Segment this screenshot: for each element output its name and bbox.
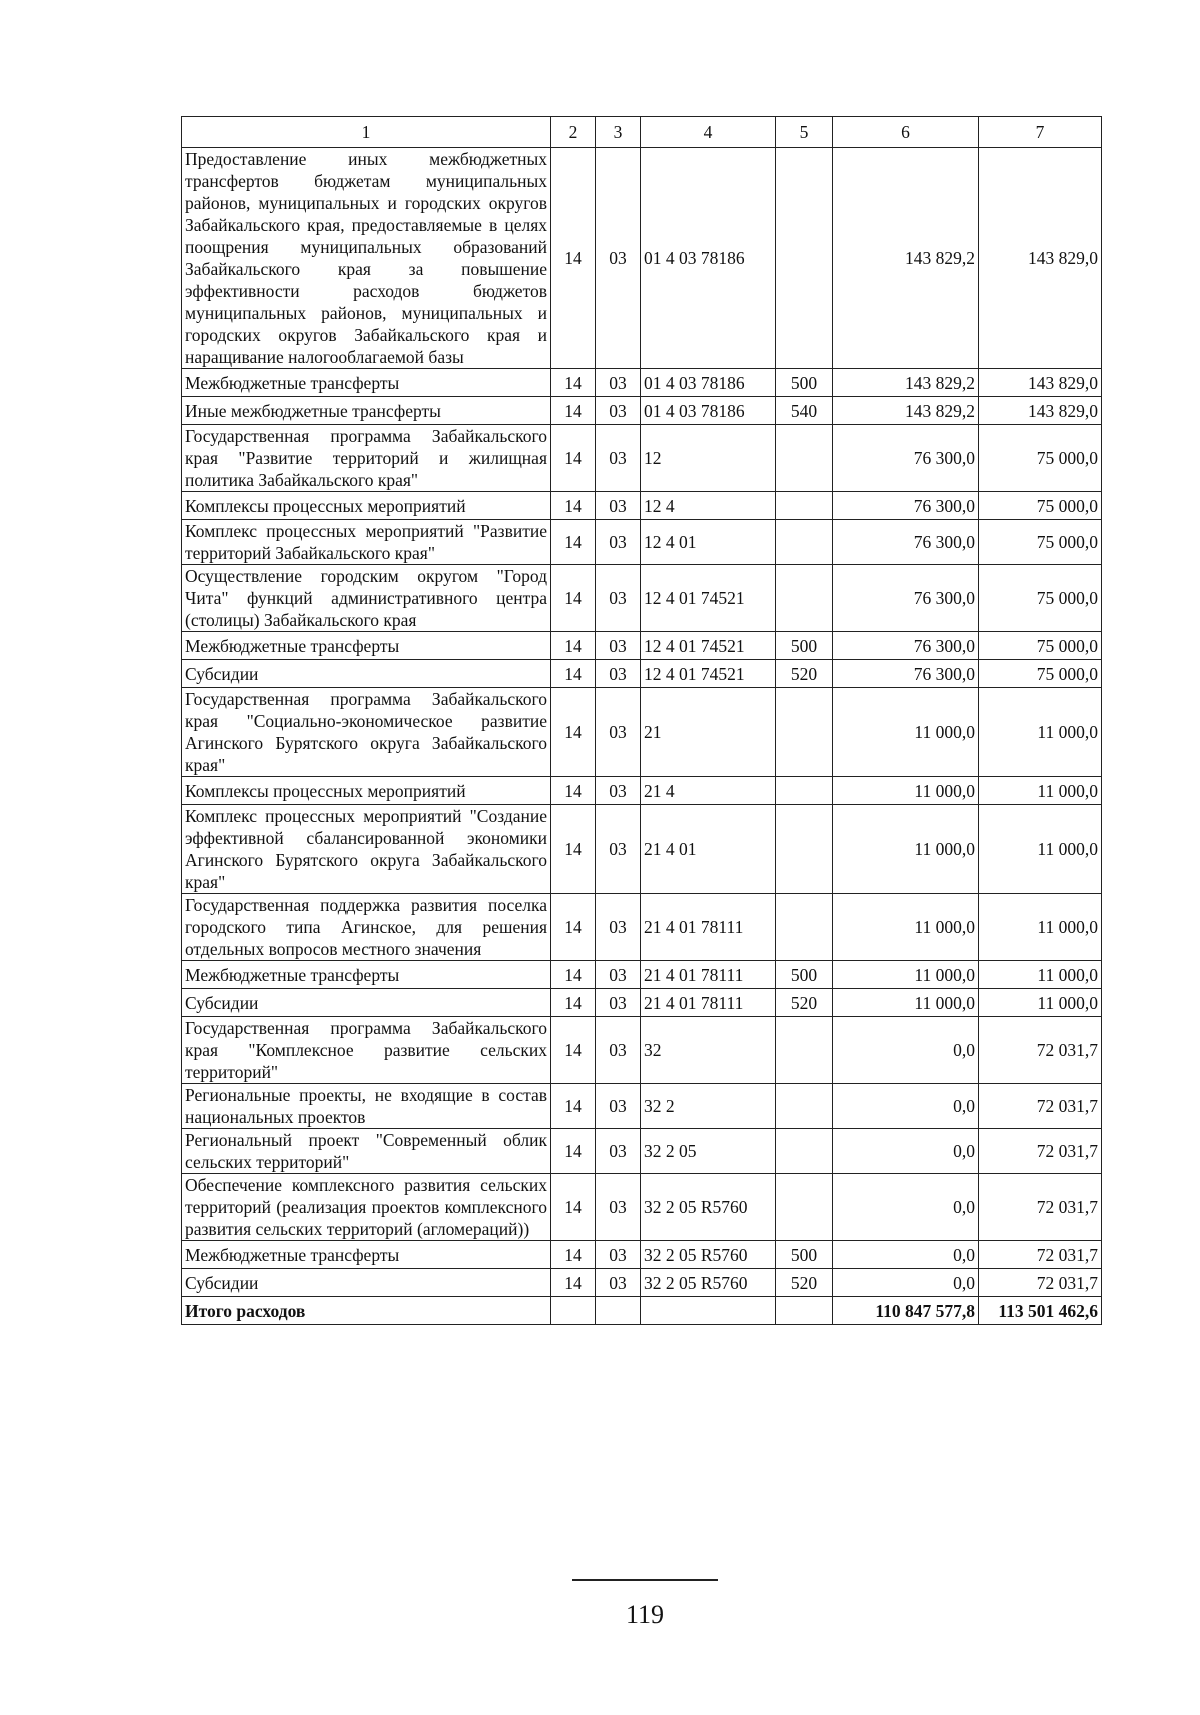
amount-year1-cell: 0,0 — [833, 1129, 979, 1174]
expense-type-cell — [776, 565, 833, 632]
table-row — [182, 1084, 1102, 1129]
section-cell: 14 — [551, 492, 596, 520]
section-cell: 14 — [551, 369, 596, 397]
table-row — [182, 632, 1102, 660]
row-name-cell: Субсидии — [182, 660, 551, 688]
subsection-cell: 03 — [596, 520, 641, 565]
amount-year2-cell: 75 000,0 — [979, 565, 1102, 632]
total-empty-cell — [776, 1297, 833, 1325]
expense-type-cell — [776, 688, 833, 777]
amount-year2-cell: 143 829,0 — [979, 369, 1102, 397]
row-name-cell: Иные межбюджетные трансферты — [182, 397, 551, 425]
expense-type-cell: 500 — [776, 1241, 833, 1269]
row-name-cell: Государственная поддержка развития поселка городского типа Агинское, для решения отдельных вопросов местного значения — [182, 894, 551, 961]
table-row — [182, 1017, 1102, 1084]
amount-year1-cell: 143 829,2 — [833, 148, 979, 369]
table-row — [182, 660, 1102, 688]
row-name-cell: Государственная программа Забайкальского края "Комплексное развитие сельских территорий" — [182, 1017, 551, 1084]
expense-type-cell — [776, 520, 833, 565]
target-article-cell: 21 — [641, 688, 776, 777]
subsection-cell: 03 — [596, 989, 641, 1017]
expense-type-cell: 520 — [776, 1269, 833, 1297]
amount-year1-cell: 11 000,0 — [833, 688, 979, 777]
target-article-cell: 32 2 05 R5760 — [641, 1241, 776, 1269]
amount-year1-cell: 0,0 — [833, 1174, 979, 1241]
page-number: 119 — [625, 1600, 665, 1629]
section-cell: 14 — [551, 397, 596, 425]
amount-year1-cell: 11 000,0 — [833, 961, 979, 989]
row-name-cell: Субсидии — [182, 1269, 551, 1297]
amount-year2-cell: 11 000,0 — [979, 894, 1102, 961]
section-cell: 14 — [551, 1269, 596, 1297]
row-name-cell: Комплекс процессных мероприятий "Создание эффективной сбалансированной экономики Агинского Бурятского округа Забайкальского края" — [182, 805, 551, 894]
expense-type-cell — [776, 805, 833, 894]
total-empty-cell — [551, 1297, 596, 1325]
amount-year1-cell: 0,0 — [833, 1241, 979, 1269]
amount-year2-cell: 75 000,0 — [979, 425, 1102, 492]
amount-year2-cell: 11 000,0 — [979, 989, 1102, 1017]
amount-year2-cell: 72 031,7 — [979, 1174, 1102, 1241]
subsection-cell: 03 — [596, 688, 641, 777]
target-article-cell: 12 4 01 74521 — [641, 632, 776, 660]
expense-type-cell: 500 — [776, 632, 833, 660]
expense-type-cell: 520 — [776, 989, 833, 1017]
target-article-cell: 12 — [641, 425, 776, 492]
subsection-cell: 03 — [596, 1017, 641, 1084]
header-col-6: 6 — [833, 117, 979, 148]
amount-year2-cell: 143 829,0 — [979, 148, 1102, 369]
header-col-2: 2 — [551, 117, 596, 148]
amount-year2-cell: 72 031,7 — [979, 1084, 1102, 1129]
expense-type-cell: 500 — [776, 369, 833, 397]
amount-year2-cell: 11 000,0 — [979, 777, 1102, 805]
section-cell: 14 — [551, 688, 596, 777]
section-cell: 14 — [551, 1129, 596, 1174]
subsection-cell: 03 — [596, 632, 641, 660]
target-article-cell: 32 2 05 R5760 — [641, 1174, 776, 1241]
section-cell: 14 — [551, 805, 596, 894]
total-empty-cell — [641, 1297, 776, 1325]
section-cell: 14 — [551, 660, 596, 688]
table-row — [182, 961, 1102, 989]
header-col-3: 3 — [596, 117, 641, 148]
total-year1-cell: 110 847 577,8 — [833, 1297, 979, 1325]
expense-type-cell — [776, 1174, 833, 1241]
target-article-cell: 12 4 01 74521 — [641, 565, 776, 632]
table-row — [182, 565, 1102, 632]
section-cell: 14 — [551, 989, 596, 1017]
table-row — [182, 1174, 1102, 1241]
target-article-cell: 12 4 01 — [641, 520, 776, 565]
row-name-cell: Региональные проекты, не входящие в состав национальных проектов — [182, 1084, 551, 1129]
expense-type-cell: 520 — [776, 660, 833, 688]
table-row — [182, 520, 1102, 565]
table-row — [182, 397, 1102, 425]
budget-table — [181, 116, 1102, 1325]
row-name-cell: Обеспечение комплексного развития сельских территорий (реализация проектов комплексного развития сельских территорий (агломераций)) — [182, 1174, 551, 1241]
expense-type-cell — [776, 425, 833, 492]
total-label-cell: Итого расходов — [182, 1297, 551, 1325]
target-article-cell: 01 4 03 78186 — [641, 369, 776, 397]
amount-year1-cell: 76 300,0 — [833, 565, 979, 632]
total-year2-cell: 113 501 462,6 — [979, 1297, 1102, 1325]
section-cell: 14 — [551, 894, 596, 961]
header-col-7: 7 — [979, 117, 1102, 148]
amount-year1-cell: 0,0 — [833, 1084, 979, 1129]
amount-year2-cell: 72 031,7 — [979, 1269, 1102, 1297]
amount-year1-cell: 143 829,2 — [833, 397, 979, 425]
expense-type-cell: 500 — [776, 961, 833, 989]
subsection-cell: 03 — [596, 1129, 641, 1174]
subsection-cell: 03 — [596, 425, 641, 492]
row-name-cell: Комплексы процессных мероприятий — [182, 492, 551, 520]
section-cell: 14 — [551, 148, 596, 369]
section-cell: 14 — [551, 1017, 596, 1084]
row-name-cell: Осуществление городским округом "Город Чита" функций административного центра (столицы) Забайкальского края — [182, 565, 551, 632]
amount-year2-cell: 72 031,7 — [979, 1129, 1102, 1174]
target-article-cell: 12 4 — [641, 492, 776, 520]
table-row — [182, 894, 1102, 961]
target-article-cell: 21 4 01 78111 — [641, 894, 776, 961]
subsection-cell: 03 — [596, 148, 641, 369]
amount-year2-cell: 75 000,0 — [979, 632, 1102, 660]
target-article-cell: 21 4 01 78111 — [641, 961, 776, 989]
amount-year2-cell: 75 000,0 — [979, 520, 1102, 565]
subsection-cell: 03 — [596, 565, 641, 632]
table-row — [182, 805, 1102, 894]
target-article-cell: 12 4 01 74521 — [641, 660, 776, 688]
subsection-cell: 03 — [596, 397, 641, 425]
section-cell: 14 — [551, 961, 596, 989]
row-name-cell: Комплексы процессных мероприятий — [182, 777, 551, 805]
row-name-cell: Межбюджетные трансферты — [182, 369, 551, 397]
expense-type-cell — [776, 1084, 833, 1129]
amount-year1-cell: 0,0 — [833, 1017, 979, 1084]
expense-type-cell — [776, 894, 833, 961]
subsection-cell: 03 — [596, 1174, 641, 1241]
amount-year2-cell: 143 829,0 — [979, 397, 1102, 425]
section-cell: 14 — [551, 1174, 596, 1241]
target-article-cell: 21 4 01 78111 — [641, 989, 776, 1017]
amount-year1-cell: 11 000,0 — [833, 777, 979, 805]
header-col-4: 4 — [641, 117, 776, 148]
amount-year2-cell: 75 000,0 — [979, 660, 1102, 688]
amount-year2-cell: 11 000,0 — [979, 688, 1102, 777]
table-body — [182, 148, 1102, 1325]
amount-year2-cell: 11 000,0 — [979, 961, 1102, 989]
amount-year2-cell: 72 031,7 — [979, 1241, 1102, 1269]
subsection-cell: 03 — [596, 369, 641, 397]
amount-year1-cell: 76 300,0 — [833, 520, 979, 565]
subsection-cell: 03 — [596, 660, 641, 688]
subsection-cell: 03 — [596, 777, 641, 805]
section-cell: 14 — [551, 520, 596, 565]
section-cell: 14 — [551, 1084, 596, 1129]
table-row — [182, 1269, 1102, 1297]
row-name-cell: Государственная программа Забайкальского края "Социально-экономическое развитие Агинского Бурятского округа Забайкальского края" — [182, 688, 551, 777]
expense-type-cell — [776, 777, 833, 805]
amount-year1-cell: 76 300,0 — [833, 632, 979, 660]
row-name-cell: Межбюджетные трансферты — [182, 1241, 551, 1269]
subsection-cell: 03 — [596, 492, 641, 520]
target-article-cell: 32 2 05 R5760 — [641, 1269, 776, 1297]
subsection-cell: 03 — [596, 894, 641, 961]
table-row — [182, 1129, 1102, 1174]
amount-year2-cell: 72 031,7 — [979, 1017, 1102, 1084]
target-article-cell: 32 — [641, 1017, 776, 1084]
amount-year1-cell: 76 300,0 — [833, 492, 979, 520]
target-article-cell: 01 4 03 78186 — [641, 148, 776, 369]
amount-year1-cell: 11 000,0 — [833, 805, 979, 894]
amount-year1-cell: 11 000,0 — [833, 989, 979, 1017]
table-row — [182, 777, 1102, 805]
table-row — [182, 369, 1102, 397]
header-col-5: 5 — [776, 117, 833, 148]
expense-type-cell — [776, 1017, 833, 1084]
amount-year1-cell: 0,0 — [833, 1269, 979, 1297]
row-name-cell: Комплекс процессных мероприятий "Развитие территорий Забайкальского края" — [182, 520, 551, 565]
section-cell: 14 — [551, 425, 596, 492]
amount-year1-cell: 143 829,2 — [833, 369, 979, 397]
header-col-1: 1 — [182, 117, 551, 148]
expense-type-cell: 540 — [776, 397, 833, 425]
row-name-cell: Субсидии — [182, 989, 551, 1017]
section-cell: 14 — [551, 632, 596, 660]
target-article-cell: 32 2 05 — [641, 1129, 776, 1174]
row-name-cell: Межбюджетные трансферты — [182, 632, 551, 660]
subsection-cell: 03 — [596, 1084, 641, 1129]
subsection-cell: 03 — [596, 1241, 641, 1269]
row-name-cell: Региональный проект "Современный облик сельских территорий" — [182, 1129, 551, 1174]
total-row — [182, 1297, 1102, 1325]
subsection-cell: 03 — [596, 961, 641, 989]
row-name-cell: Предоставление иных межбюджетных трансфертов бюджетам муниципальных районов, муниципальных и городских округов Забайкальского края, предоставляемые в целях поощрения муниципальных образований Забайкальского края за повышение эффективности расходов бюджетов муниципальных районов, муниципальных и городских округов Забайкальского края и наращивание налогооблагаемой базы — [182, 148, 551, 369]
total-empty-cell — [596, 1297, 641, 1325]
amount-year2-cell: 11 000,0 — [979, 805, 1102, 894]
expense-type-cell — [776, 1129, 833, 1174]
target-article-cell: 01 4 03 78186 — [641, 397, 776, 425]
amount-year1-cell: 76 300,0 — [833, 660, 979, 688]
subsection-cell: 03 — [596, 1269, 641, 1297]
table-row — [182, 989, 1102, 1017]
table-header-row — [182, 117, 1102, 148]
subsection-cell: 03 — [596, 805, 641, 894]
target-article-cell: 21 4 01 — [641, 805, 776, 894]
target-article-cell: 32 2 — [641, 1084, 776, 1129]
table-row — [182, 425, 1102, 492]
amount-year1-cell: 11 000,0 — [833, 894, 979, 961]
amount-year1-cell: 76 300,0 — [833, 425, 979, 492]
section-cell: 14 — [551, 1241, 596, 1269]
table-row — [182, 492, 1102, 520]
table-row — [182, 1241, 1102, 1269]
footer-divider — [572, 1579, 718, 1581]
expense-type-cell — [776, 148, 833, 369]
table-row — [182, 148, 1102, 369]
row-name-cell: Межбюджетные трансферты — [182, 961, 551, 989]
expense-type-cell — [776, 492, 833, 520]
table-row — [182, 688, 1102, 777]
row-name-cell: Государственная программа Забайкальского края "Развитие территорий и жилищная политика Забайкальского края" — [182, 425, 551, 492]
section-cell: 14 — [551, 565, 596, 632]
amount-year2-cell: 75 000,0 — [979, 492, 1102, 520]
section-cell: 14 — [551, 777, 596, 805]
target-article-cell: 21 4 — [641, 777, 776, 805]
